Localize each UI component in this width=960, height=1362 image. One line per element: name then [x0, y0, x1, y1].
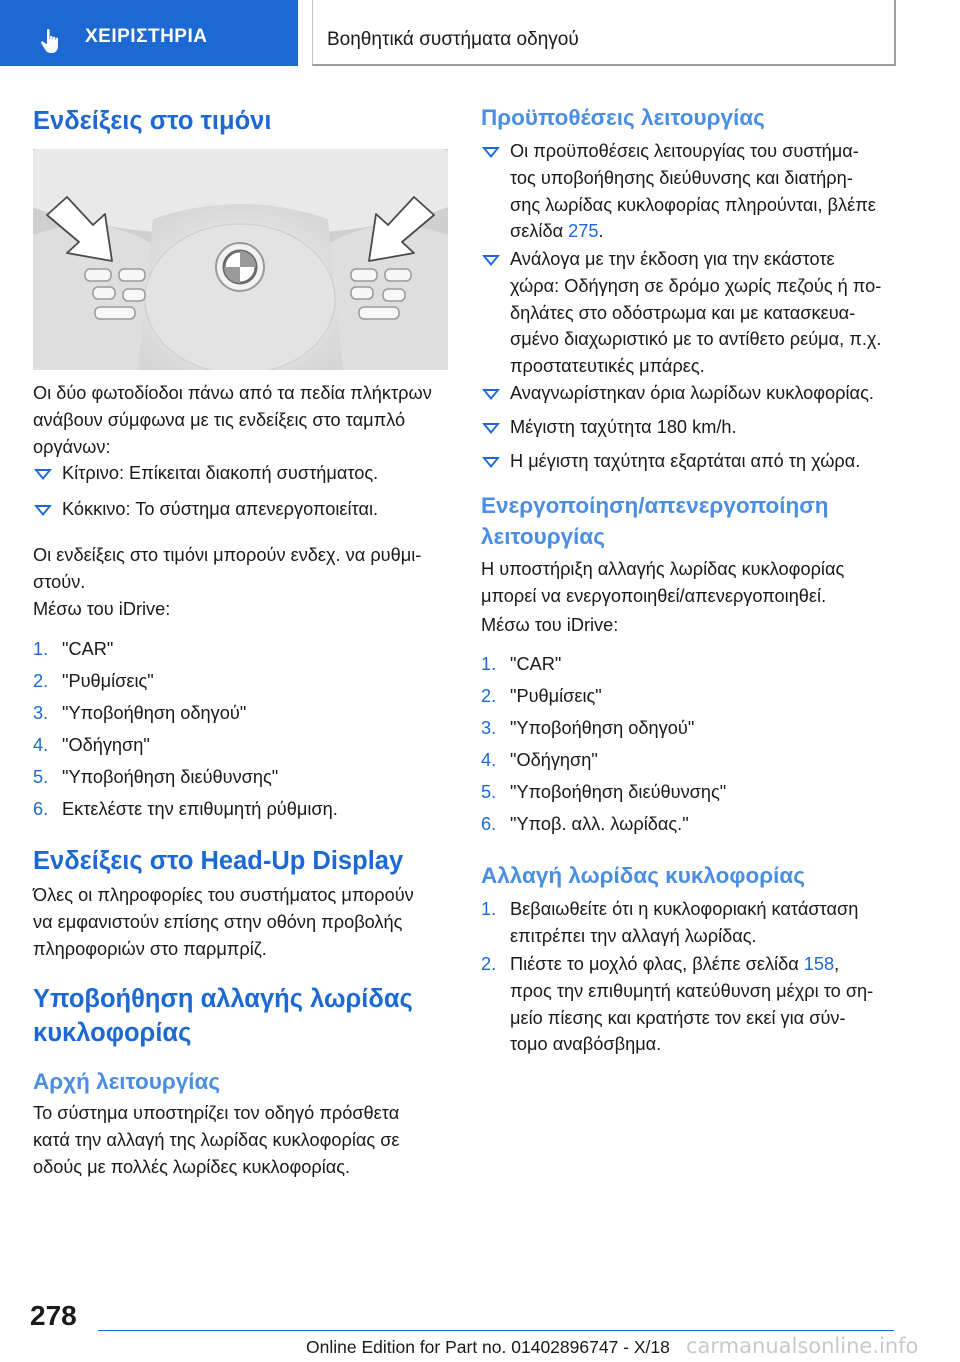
- triangle-bullet-icon: [34, 505, 52, 516]
- triangle-bullet-icon: [482, 457, 500, 468]
- section-title: ΧΕΙΡΙΣΤΗΡΙΑ: [85, 26, 208, 47]
- step-item: 5. "Υποβοήθηση διεύθυνσης": [33, 767, 279, 787]
- heading-steering-wheel-indicators: Ενδείξεις στο τιμόνι: [33, 107, 272, 135]
- triangle-bullet-icon: [482, 147, 500, 158]
- paragraph-idrive-right: Μέσω του iDrive:: [481, 615, 619, 635]
- step-item: 6. "Υποβ. αλλ. λωρίδας.": [481, 814, 689, 834]
- prereq-item: Οι προϋποθέσεις λειτουργίας του συστήμα- τος υποβοήθησης διεύθυνσης και διατήρη- σης λωρίδας κυκλοφορίας πληρούνται, βλέπε σελίδα 275.: [481, 138, 921, 245]
- prereq-item: Ανάλογα με την έκδοση για την εκάστοτε χώρα: Οδήγηση σε δρόμο χωρίς πεζούς ή πο- δηλάτες στο οδόστρωμα και με κατασκευα- σμένο διαχωριστικό με το αντίθετο ρεύμα, π.χ. προστατευτικές μπάρες.: [481, 246, 921, 380]
- step-item: 3. "Υποβοήθηση οδηγού": [33, 703, 247, 723]
- heading-lane-change: Αλλαγή λωρίδας κυκλοφορίας: [481, 863, 805, 888]
- watermark: carmanualsonline.info: [686, 1334, 919, 1358]
- heading-lane-change-assistant: Υποβοήθηση αλλαγής λωρίδας κυκλοφορίας: [33, 985, 413, 1047]
- heading-prerequisites: Προϋποθέσεις λειτουργίας: [481, 105, 765, 130]
- step-item: 5. "Υποβοήθηση διεύθυνσης": [481, 782, 727, 802]
- heading-hud: Ενδείξεις στο Head-Up Display: [33, 847, 404, 875]
- paragraph-adjust: Οι ενδείξεις στο τιμόνι μπορούν ενδεχ. να ρυθμι- στούν.: [33, 545, 422, 592]
- paragraph-principle: Το σύστημα υποστηρίζει τον οδηγό πρόσθετα κατά την αλλαγή της λωρίδας κυκλοφορίας σε οδούς με πολλές λωρίδες κυκλοφορίας.: [33, 1103, 400, 1177]
- step-item: 2. "Ρυθμίσεις": [481, 686, 602, 706]
- heading-activation: Ενεργοποίηση/απενεργοποίηση λειτουργίας: [481, 493, 829, 549]
- page-link-275[interactable]: 275: [568, 221, 599, 242]
- hand-pointer-icon: [40, 28, 64, 54]
- footer-divider: [98, 1330, 894, 1331]
- prereq-item: Η μέγιστη ταχύτητα εξαρτάται από τη χώρα.: [481, 448, 921, 475]
- paragraph-activation: Η υποστήριξη αλλαγής λωρίδας κυκλοφορίας μπορεί να ενεργοποιηθεί/απενεργοποιηθεί.: [481, 559, 845, 606]
- step-item: 1. "CAR": [481, 654, 562, 674]
- prereq-item: Αναγνωρίστηκαν όρια λωρίδων κυκλοφορίας.: [481, 380, 921, 407]
- triangle-bullet-icon: [482, 389, 500, 400]
- step-item: 4. "Οδήγηση": [33, 735, 150, 755]
- header-section-tab: [0, 0, 298, 66]
- prereq-item: Μέγιστη ταχύτητα 180 km/h.: [481, 414, 921, 441]
- step-item: 3. "Υποβοήθηση οδηγού": [481, 718, 695, 738]
- triangle-bullet-icon: [34, 469, 52, 480]
- paragraph-hud: Όλες οι πληροφορίες του συστήματος μπορούν να εμφανιστούν επίσης στην οθόνη προβολής πληροφοριών στο παρμπρίζ.: [33, 885, 414, 959]
- chapter-header: [312, 0, 896, 66]
- list-item-red: Κόκκινο: Το σύστημα απενεργοποιείται.: [33, 496, 451, 523]
- step-item: 1. Βεβαιωθείτε ότι η κυκλοφοριακή κατάσταση επιτρέπει την αλλαγή λωρίδας.: [481, 899, 859, 946]
- page-link-158[interactable]: 158: [803, 954, 835, 974]
- triangle-bullet-icon: [482, 255, 500, 266]
- list-item-yellow: Κίτρινο: Επίκειται διακοπή συστήματος.: [33, 460, 451, 487]
- step-item: 2. "Ρυθμίσεις": [33, 671, 154, 691]
- steering-wheel-image: [33, 149, 448, 370]
- chapter-title: Βοηθητικά συστήματα οδηγού: [327, 29, 579, 50]
- edition-text: Online Edition for Part no. 01402896747 - X/18: [306, 1337, 670, 1357]
- step-item: 2. Πιέστε το μοχλό φλας, βλέπε σελίδα 158, προς την επιθυμητή κατεύθυνση μέχρι το ση- μείο πίεσης και κρατήστε τον εκεί για σύν- τομο αναβόσβημα.: [481, 954, 874, 1055]
- steering-wheel-illustration: [33, 149, 448, 370]
- heading-principle: Αρχή λειτουργίας: [33, 1069, 221, 1094]
- paragraph-leds: Οι δύο φωτοδίοδοι πάνω από τα πεδία πλήκτρων ανάβουν σύμφωνα με τις ενδείξεις στο ταμπλό οργάνων:: [33, 383, 432, 457]
- page-number: 278: [30, 1300, 77, 1331]
- step-item: 1. "CAR": [33, 639, 114, 659]
- triangle-bullet-icon: [482, 423, 500, 434]
- paragraph-idrive: Μέσω του iDrive:: [33, 599, 171, 619]
- step-item: 4. "Οδήγηση": [481, 750, 598, 770]
- step-item: 6. Εκτελέστε την επιθυμητή ρύθμιση.: [33, 799, 338, 819]
